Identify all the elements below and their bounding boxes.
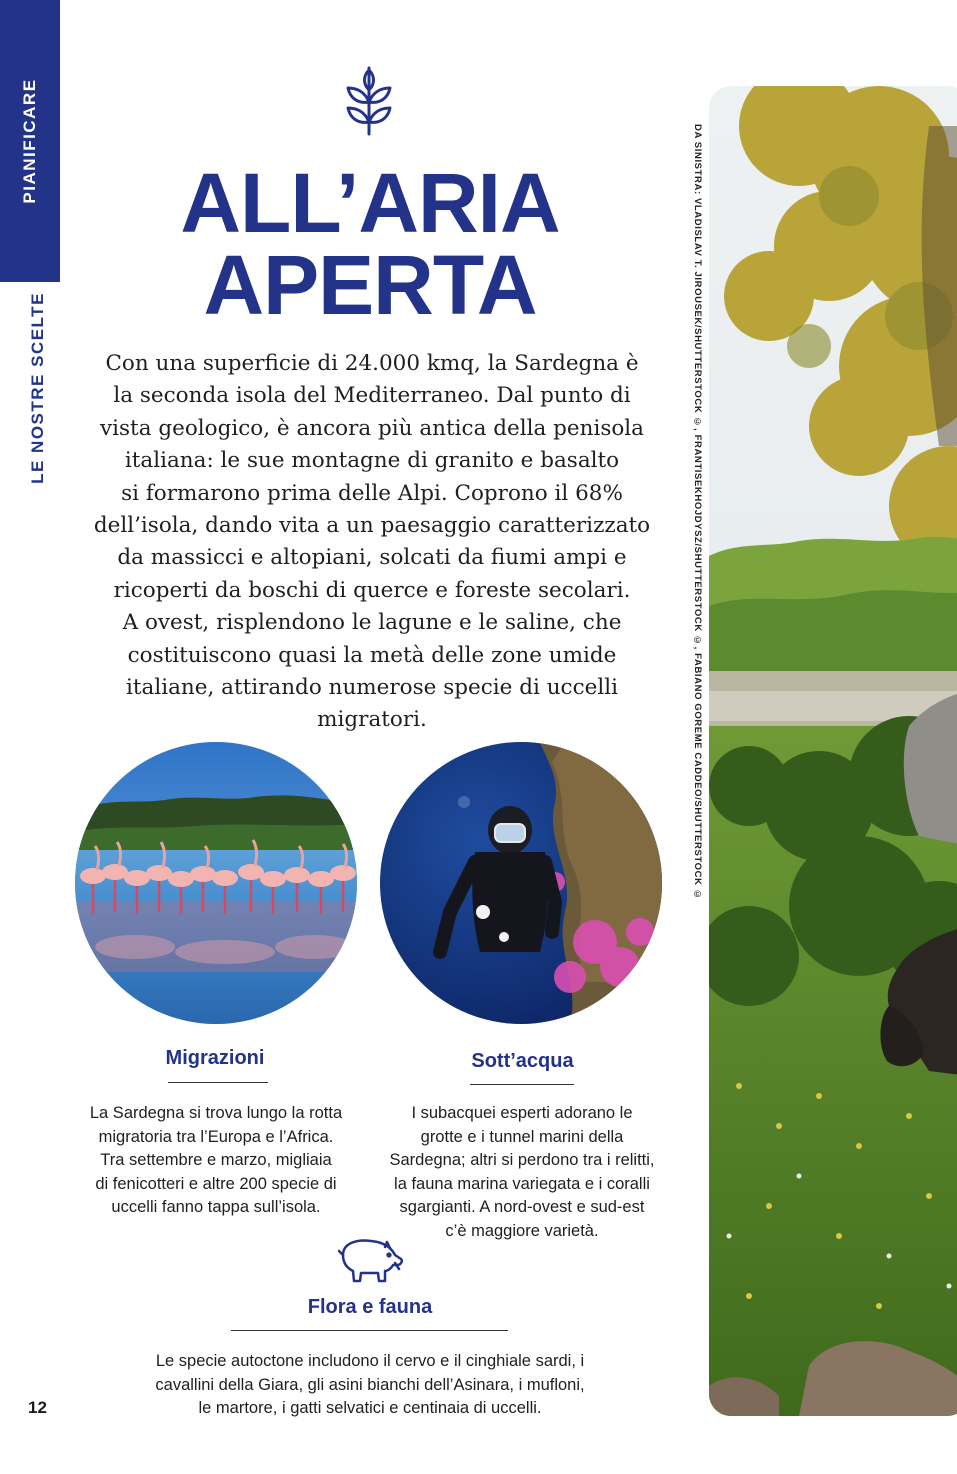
intro-line: la seconda isola del Mediterraneo. Dal punto di bbox=[113, 383, 631, 409]
sidebar-tab bbox=[0, 0, 60, 282]
flora-heading: Flora e fauna bbox=[307, 1296, 433, 1318]
sottacqua-text bbox=[367, 1102, 677, 1244]
intro-line: ricoperti da boschi di querce e foreste secolari. bbox=[113, 577, 631, 603]
landscape-photo bbox=[709, 86, 957, 1416]
sottacqua-divider bbox=[470, 1084, 574, 1085]
caption-line: cavallini della Giara, gli asini bianchi dell’Asinara, i mufloni, bbox=[155, 1375, 585, 1394]
flamingo-photo bbox=[75, 742, 357, 1024]
page-title bbox=[150, 156, 590, 332]
intro-line: italiane, attirando numerose specie di uccelli bbox=[126, 675, 618, 701]
caption-line: grotte e i tunnel marini della bbox=[420, 1127, 624, 1146]
caption-line: Tra settembre e marzo, migliaia bbox=[100, 1151, 332, 1170]
sidebar-section-label: LE NOSTRE SCELTE bbox=[28, 292, 47, 484]
migrazioni-text bbox=[66, 1102, 366, 1220]
caption-line: di fenicotteri e altre 200 specie di bbox=[95, 1174, 337, 1193]
caption-line: uccelli fanno tappa sull’isola. bbox=[111, 1198, 321, 1217]
flora-divider bbox=[231, 1330, 508, 1331]
title-line-2: APERTA bbox=[203, 238, 537, 332]
sottacqua-heading: Sott’acqua bbox=[471, 1050, 574, 1072]
migrazioni-divider bbox=[168, 1082, 268, 1083]
page-number: 12 bbox=[28, 1398, 47, 1417]
intro-line: A ovest, risplendono le lagune e le saline, che bbox=[122, 610, 622, 636]
intro-line: italiana: le sue montagne di granito e basalto bbox=[124, 448, 620, 474]
intro-line: migratori. bbox=[317, 707, 427, 733]
intro-paragraph bbox=[78, 348, 666, 737]
caption-line: I subacquei esperti adorano le bbox=[411, 1104, 633, 1122]
boar-icon bbox=[337, 1233, 405, 1285]
photo-credit: DA SINISTRA: VLADISLAV T. JIROUSEK/SHUTTERSTOCK ©, FRANTISEKHOJDYSZ/SHUTTERSTOCK ©, FABIANO GOREME CADDEO/SHUTTERSTOCK © bbox=[692, 124, 703, 901]
intro-line: dell’isola, dando vita a un paesaggio caratterizzato bbox=[93, 513, 651, 539]
caption-line: Le specie autoctone includono il cervo e il cinghiale sardi, i bbox=[155, 1352, 585, 1370]
caption-line: migratoria tra l’Europa e l’Africa. bbox=[98, 1127, 334, 1146]
caption-line: le martore, i gatti selvatici e centinaia di uccelli. bbox=[198, 1399, 542, 1418]
caption-line: la fauna marina variegata e i coralli bbox=[394, 1174, 650, 1193]
caption-line: c’è maggiore varietà. bbox=[445, 1221, 599, 1240]
migrazioni-heading: Migrazioni bbox=[165, 1047, 265, 1069]
intro-line: vista geologico, è ancora più antica della penisola bbox=[100, 415, 644, 441]
diver-photo bbox=[380, 742, 662, 1024]
intro-line: costituiscono quasi la metà delle zone umide bbox=[127, 642, 617, 668]
intro-line: si formarono prima delle Alpi. Coprono il 68% bbox=[121, 480, 623, 506]
caption-line: Sardegna; altri si perdono tra i relitti, bbox=[389, 1151, 655, 1170]
intro-line: Con una superficie di 24.000 kmq, la Sardegna è bbox=[105, 351, 639, 376]
caption-line: La Sardegna si trova lungo la rotta bbox=[89, 1104, 343, 1122]
leaf-icon bbox=[343, 60, 395, 136]
caption-line: sgargianti. A nord-ovest e sud-est bbox=[399, 1198, 645, 1217]
intro-line: da massicci e altopiani, solcati da fiumi ampi e bbox=[117, 545, 627, 571]
sidebar-tab-label: PIANIFICARE bbox=[20, 78, 39, 204]
title-line-1: ALL’ARIA bbox=[180, 156, 560, 250]
flora-text bbox=[100, 1350, 640, 1421]
